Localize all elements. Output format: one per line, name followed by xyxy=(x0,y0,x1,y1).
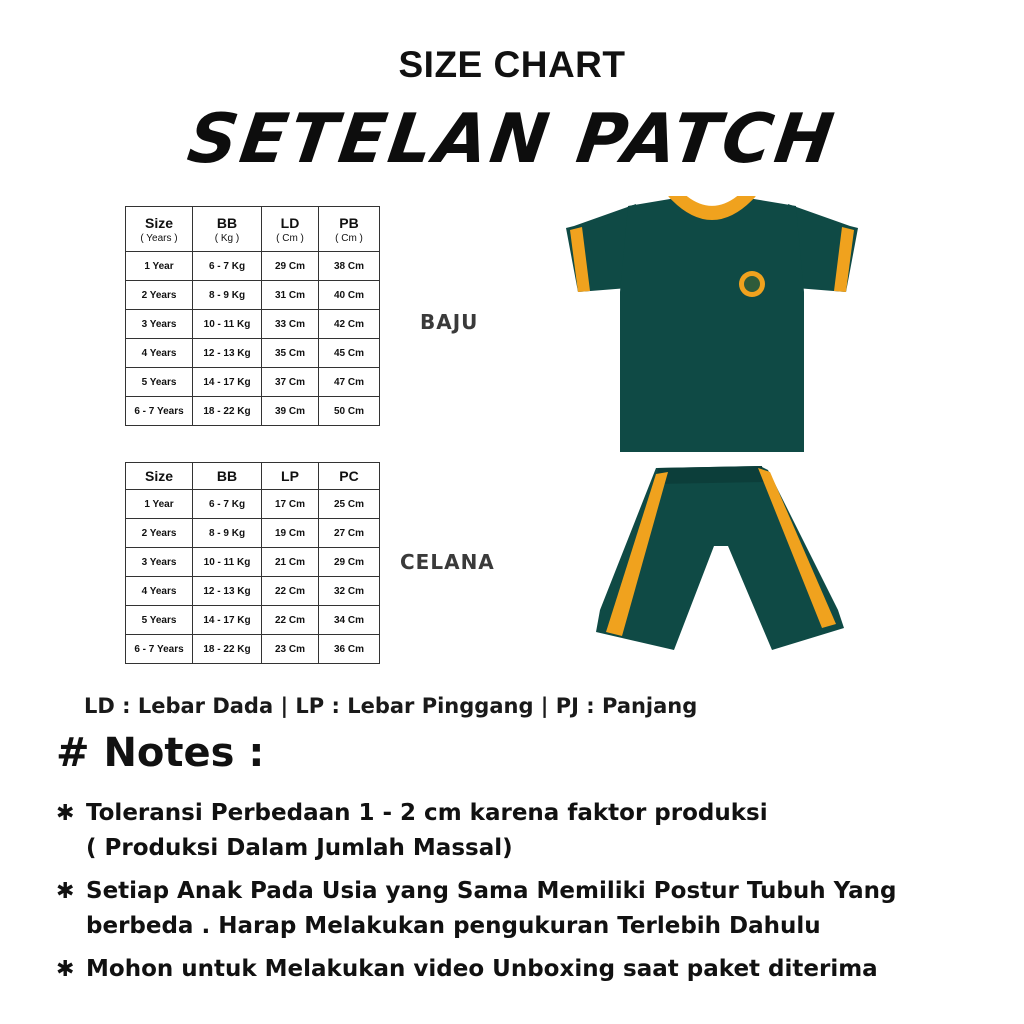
cell-lp: 23 Cm xyxy=(262,635,319,664)
celana-label: CELANA xyxy=(400,550,495,574)
header-label: LD xyxy=(280,214,300,231)
cell-pc: 34 Cm xyxy=(319,606,380,635)
table-row xyxy=(126,490,380,519)
cell-ld: 29 Cm xyxy=(262,252,319,281)
cell-ld: 39 Cm xyxy=(262,397,319,426)
note-text: Setiap Anak Pada Usia yang Sama Memiliki Postur Tubuh Yang xyxy=(86,878,897,904)
cell-bb: 10 - 11 Kg xyxy=(193,310,262,339)
header-unit: ( Cm ) xyxy=(276,232,304,244)
table-row xyxy=(126,339,380,368)
asterisk-icon: ✱ xyxy=(56,801,75,826)
cell-size: 6 - 7 Years xyxy=(126,635,193,664)
baju-size-table xyxy=(125,206,380,426)
abbreviation-legend: LD : Lebar Dada | LP : Lebar Pinggang | PJ : Panjang xyxy=(84,694,698,718)
table-row xyxy=(126,635,380,664)
cell-size: 3 Years xyxy=(126,310,193,339)
cell-size: 6 - 7 Years xyxy=(126,397,193,426)
cell-pb: 47 Cm xyxy=(319,368,380,397)
table-row xyxy=(126,577,380,606)
badge-inner xyxy=(744,276,760,292)
celana-size-table xyxy=(125,462,380,664)
cell-bb: 12 - 13 Kg xyxy=(193,339,262,368)
table-row xyxy=(126,368,380,397)
cell-bb: 12 - 13 Kg xyxy=(193,577,262,606)
note-text-continued: berbeda . Harap Melakukan pengukuran Terlebih Dahulu xyxy=(86,913,821,939)
cell-pb: 40 Cm xyxy=(319,281,380,310)
note-text: Mohon untuk Melakukan video Unboxing saat paket diterima xyxy=(86,956,878,982)
cell-size: 4 Years xyxy=(126,577,193,606)
column-header-lp: LP xyxy=(262,463,319,490)
cell-bb: 18 - 22 Kg xyxy=(193,397,262,426)
cell-size: 1 Year xyxy=(126,252,193,281)
note-item xyxy=(56,952,1006,987)
note-text: Toleransi Perbedaan 1 - 2 cm karena faktor produksi xyxy=(86,800,768,826)
cell-lp: 17 Cm xyxy=(262,490,319,519)
cell-pc: 29 Cm xyxy=(319,548,380,577)
cell-lp: 19 Cm xyxy=(262,519,319,548)
table-row xyxy=(126,606,380,635)
note-item xyxy=(56,874,1006,943)
cell-bb: 18 - 22 Kg xyxy=(193,635,262,664)
cell-bb: 6 - 7 Kg xyxy=(193,490,262,519)
table-row xyxy=(126,252,380,281)
cell-bb: 6 - 7 Kg xyxy=(193,252,262,281)
note-item xyxy=(56,796,1006,865)
cell-bb: 14 - 17 Kg xyxy=(193,606,262,635)
header-label: BB xyxy=(216,214,238,231)
table-row xyxy=(126,310,380,339)
asterisk-icon: ✱ xyxy=(56,879,75,904)
header-unit: ( Years ) xyxy=(140,232,178,244)
table-header-row xyxy=(126,207,380,252)
cell-pb: 45 Cm xyxy=(319,339,380,368)
table-row xyxy=(126,397,380,426)
shirt-body xyxy=(620,198,804,452)
cell-bb: 8 - 9 Kg xyxy=(193,519,262,548)
column-header-pc: PC xyxy=(319,463,380,490)
cell-pc: 25 Cm xyxy=(319,490,380,519)
cell-size: 5 Years xyxy=(126,606,193,635)
cell-size: 1 Year xyxy=(126,490,193,519)
cell-lp: 21 Cm xyxy=(262,548,319,577)
cell-size: 4 Years xyxy=(126,339,193,368)
column-header-bb: BB xyxy=(193,463,262,490)
cell-ld: 37 Cm xyxy=(262,368,319,397)
cell-size: 2 Years xyxy=(126,281,193,310)
header-unit: ( Kg ) xyxy=(214,232,240,244)
cell-bb: 10 - 11 Kg xyxy=(193,548,262,577)
cell-lp: 22 Cm xyxy=(262,577,319,606)
page-title: SIZE CHART xyxy=(398,44,626,85)
cell-ld: 35 Cm xyxy=(262,339,319,368)
product-name: SETELAN PATCH xyxy=(183,100,841,179)
cell-pb: 50 Cm xyxy=(319,397,380,426)
cell-pb: 38 Cm xyxy=(319,252,380,281)
column-header-size: Size xyxy=(126,463,193,490)
column-header-bb xyxy=(193,207,262,252)
cell-pc: 27 Cm xyxy=(319,519,380,548)
cell-size: 2 Years xyxy=(126,519,193,548)
baju-label: BAJU xyxy=(420,310,479,334)
asterisk-icon: ✱ xyxy=(56,957,75,982)
column-header-ld xyxy=(262,207,319,252)
note-text-continued: ( Produksi Dalam Jumlah Massal) xyxy=(86,835,513,861)
shorts-image xyxy=(592,460,850,656)
table-row xyxy=(126,548,380,577)
table-row xyxy=(126,281,380,310)
cell-lp: 22 Cm xyxy=(262,606,319,635)
shorts-waistband xyxy=(656,466,764,484)
cell-size: 5 Years xyxy=(126,368,193,397)
cell-pc: 32 Cm xyxy=(319,577,380,606)
notes-heading: # Notes : xyxy=(56,730,265,776)
shirt-image xyxy=(566,196,858,458)
table-row xyxy=(126,519,380,548)
cell-pc: 36 Cm xyxy=(319,635,380,664)
cell-pb: 42 Cm xyxy=(319,310,380,339)
header-unit: ( Cm ) xyxy=(335,232,363,244)
header-label: PB xyxy=(339,214,359,231)
cell-ld: 33 Cm xyxy=(262,310,319,339)
header-label: Size xyxy=(144,214,173,231)
cell-bb: 8 - 9 Kg xyxy=(193,281,262,310)
cell-size: 3 Years xyxy=(126,548,193,577)
cell-bb: 14 - 17 Kg xyxy=(193,368,262,397)
cell-ld: 31 Cm xyxy=(262,281,319,310)
column-header-pb xyxy=(319,207,380,252)
table-header-row xyxy=(126,463,380,490)
column-header-size xyxy=(126,207,193,252)
